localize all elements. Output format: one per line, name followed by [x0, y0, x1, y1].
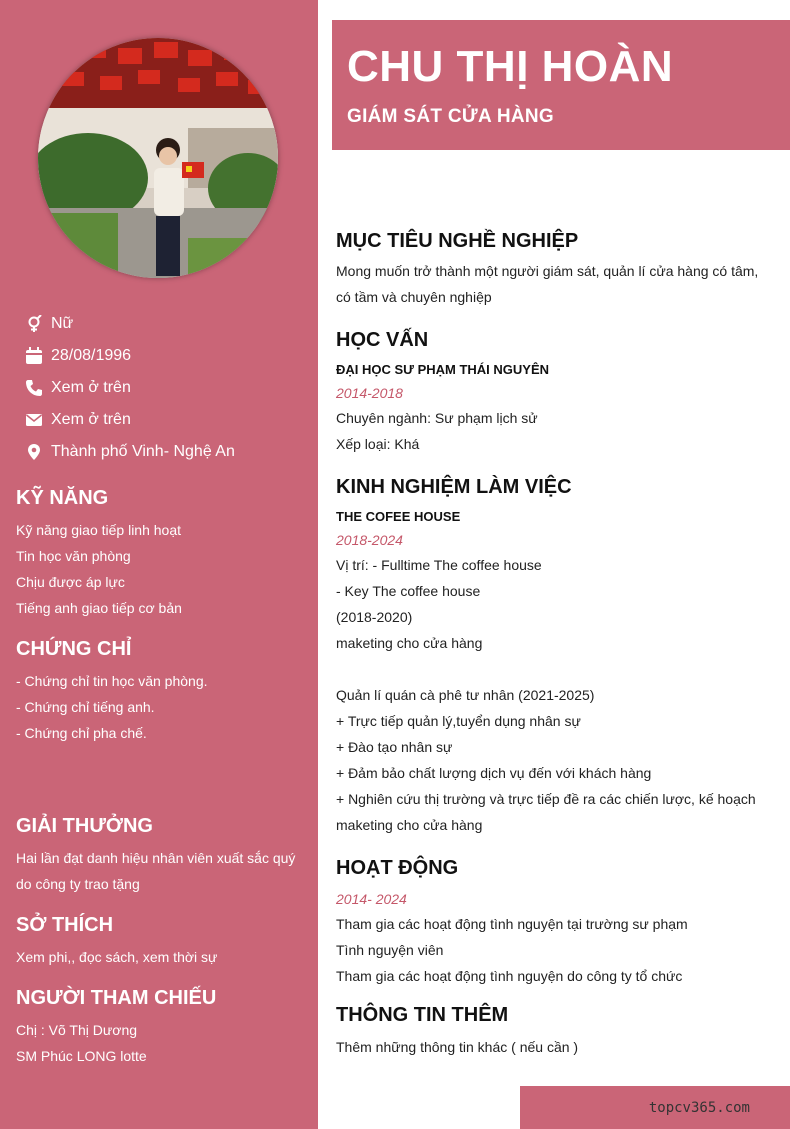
- objective-line: có tầm và chuyên nghiệp: [336, 289, 492, 305]
- experience-line: + Đảm bảo chất lượng dịch vụ đến với khách hàng: [336, 765, 652, 781]
- experience-line: + Trực tiếp quản lý,tuyển dụng nhân sự: [336, 713, 581, 729]
- birthday-text: 28/08/1996: [51, 347, 132, 364]
- hobbies-title: SỞ THÍCH: [16, 914, 114, 936]
- profile-photo: [38, 38, 278, 278]
- experience-blank-line: [336, 656, 776, 682]
- name-header: [332, 20, 790, 150]
- award-line: do công ty trao tặng: [16, 876, 140, 892]
- email-text: Xem ở trên: [51, 411, 131, 428]
- gender-text: Nữ: [51, 315, 74, 332]
- experience-period: 2018-2024: [336, 532, 403, 548]
- activity-line: Tham gia các hoạt động tình nguyện do công ty tổ chức: [336, 968, 683, 984]
- experience-line: (2018-2020): [336, 609, 413, 625]
- activities-period: 2014- 2024: [336, 891, 407, 907]
- contact-birthday: [24, 340, 314, 372]
- certificate-item: - Chứng chỉ tin học văn phòng.: [16, 673, 208, 689]
- award-line: Hai lần đạt danh hiệu nhân viên xuất sắc quý: [16, 850, 296, 866]
- phone-icon: [24, 378, 44, 398]
- activities-section: [336, 853, 776, 989]
- experience-line: Quản lí quán cà phê tư nhân (2021-2025): [336, 687, 595, 703]
- certificate-item: - Chứng chỉ tiếng anh.: [16, 699, 155, 715]
- gender-icon: [24, 314, 44, 334]
- experience-line: Vị trí: - Fulltime The coffee house: [336, 557, 542, 573]
- skill-item: Kỹ năng giao tiếp linh hoạt: [16, 522, 182, 538]
- certificate-item: - Chứng chỉ pha chế.: [16, 725, 147, 741]
- activity-line: Tình nguyện viên: [336, 942, 444, 958]
- activity-line: Tham gia các hoạt động tình nguyện tại trường sư phạm: [336, 916, 688, 932]
- company-name: THE COFEE HOUSE: [336, 509, 461, 524]
- references-title: NGƯỜI THAM CHIẾU: [16, 987, 217, 1009]
- location-icon: [24, 442, 44, 462]
- sidebar: [0, 0, 318, 1129]
- hobbies-section: [16, 910, 308, 970]
- experience-section: [336, 472, 776, 838]
- skill-item: Tin học văn phòng: [16, 548, 131, 564]
- extra-info-section: [336, 1000, 776, 1060]
- skill-item: Tiếng anh giao tiếp cơ bản: [16, 600, 182, 616]
- job-title: GIÁM SÁT CỬA HÀNG: [347, 106, 554, 127]
- education-title: HỌC VẤN: [336, 329, 429, 351]
- activities-title: HOẠT ĐỘNG: [336, 857, 459, 879]
- avatar: [38, 38, 278, 278]
- reference-item: Chị : Võ Thị Dương: [16, 1022, 138, 1038]
- skills-section: [16, 483, 308, 621]
- contact-list: [24, 308, 314, 468]
- skill-item: Chịu được áp lực: [16, 574, 125, 590]
- experience-line: - Key The coffee house: [336, 583, 481, 599]
- objective-section: [336, 226, 776, 310]
- contact-address: [24, 436, 314, 468]
- calendar-icon: [24, 346, 44, 366]
- extra-info-line: Thêm những thông tin khác ( nếu cần ): [336, 1039, 579, 1055]
- education-section: [336, 325, 776, 457]
- certificates-title: CHỨNG CHỈ: [16, 638, 132, 660]
- brand-watermark: topcv365.com: [648, 1100, 750, 1116]
- awards-section: [16, 811, 308, 897]
- education-line: Xếp loại: Khá: [336, 436, 420, 452]
- references-section: [16, 983, 308, 1069]
- school-name: ĐẠI HỌC SƯ PHẠM THÁI NGUYÊN: [336, 362, 550, 377]
- certificates-section: [16, 634, 308, 746]
- experience-line: maketing cho cửa hàng: [336, 817, 483, 833]
- address-text: Thành phố Vinh- Nghệ An: [51, 443, 235, 460]
- experience-line: + Đào tạo nhân sự: [336, 739, 453, 755]
- contact-phone: [24, 372, 314, 404]
- experience-line: + Nghiên cứu thị trường và trực tiếp đề ra các chiến lược, kế hoạch: [336, 791, 756, 807]
- experience-title: KINH NGHIỆM LÀM VIỆC: [336, 476, 572, 498]
- contact-gender: [24, 308, 314, 340]
- education-period: 2014-2018: [336, 385, 403, 401]
- experience-line: maketing cho cửa hàng: [336, 635, 483, 651]
- phone-text: Xem ở trên: [51, 379, 131, 396]
- objective-title: MỤC TIÊU NGHỀ NGHIỆP: [336, 230, 579, 252]
- awards-title: GIẢI THƯỞNG: [16, 815, 153, 837]
- objective-line: Mong muốn trở thành một người giám sát, quản lí cửa hàng có tâm,: [336, 263, 759, 279]
- education-line: Chuyên ngành: Sư phạm lịch sử: [336, 410, 538, 426]
- mail-icon: [24, 410, 44, 430]
- candidate-name: CHU THỊ HOÀN: [347, 42, 674, 91]
- contact-email: [24, 404, 314, 436]
- skills-title: KỸ NĂNG: [16, 487, 109, 509]
- reference-item: SM Phúc LONG lotte: [16, 1048, 147, 1064]
- extra-info-title: THÔNG TIN THÊM: [336, 1004, 509, 1026]
- footer-bar: [520, 1086, 790, 1129]
- hobby-item: Xem phi,, đọc sách, xem thời sự: [16, 949, 218, 965]
